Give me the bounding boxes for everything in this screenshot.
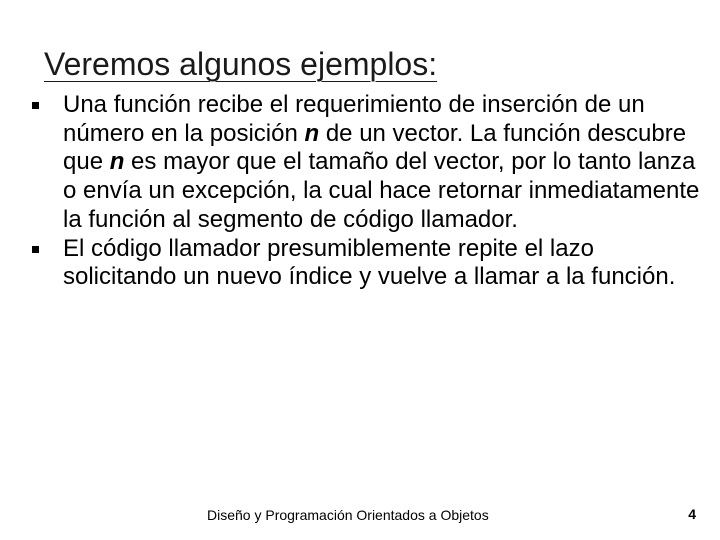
bullet-text xyxy=(63,91,699,233)
square-bullet-icon xyxy=(32,246,39,253)
bullet-list xyxy=(32,91,702,292)
slide-title: Veremos algunos ejemplos: xyxy=(44,46,438,82)
footer-text: Diseño y Programación Orientados a Objetos xyxy=(207,507,489,523)
bullet-text-segment: de un vector. La función descubre que xyxy=(63,119,687,176)
bullet-text xyxy=(63,235,675,291)
bullet-text-segment: es mayor que el tamaño del vector, por lo tanto lanza o envía un excepción, la cual hace retornar inmediatamente la función al segmento de código llamador. xyxy=(63,148,700,233)
bullet-item xyxy=(32,235,702,292)
page-number: 4 xyxy=(688,506,696,522)
bullet-item xyxy=(32,91,702,235)
square-bullet-icon xyxy=(32,102,39,109)
bullet-text-segment: El código llamador presumiblemente repite el lazo solicitando un nuevo índice y vuelve a llamar a la función. xyxy=(63,234,676,291)
bullet-text-segment: Una función recibe el requerimiento de inserción de un número en la posición xyxy=(63,91,645,147)
variable-n-emphasis: n xyxy=(109,148,125,176)
variable-n-emphasis: n xyxy=(304,119,320,147)
